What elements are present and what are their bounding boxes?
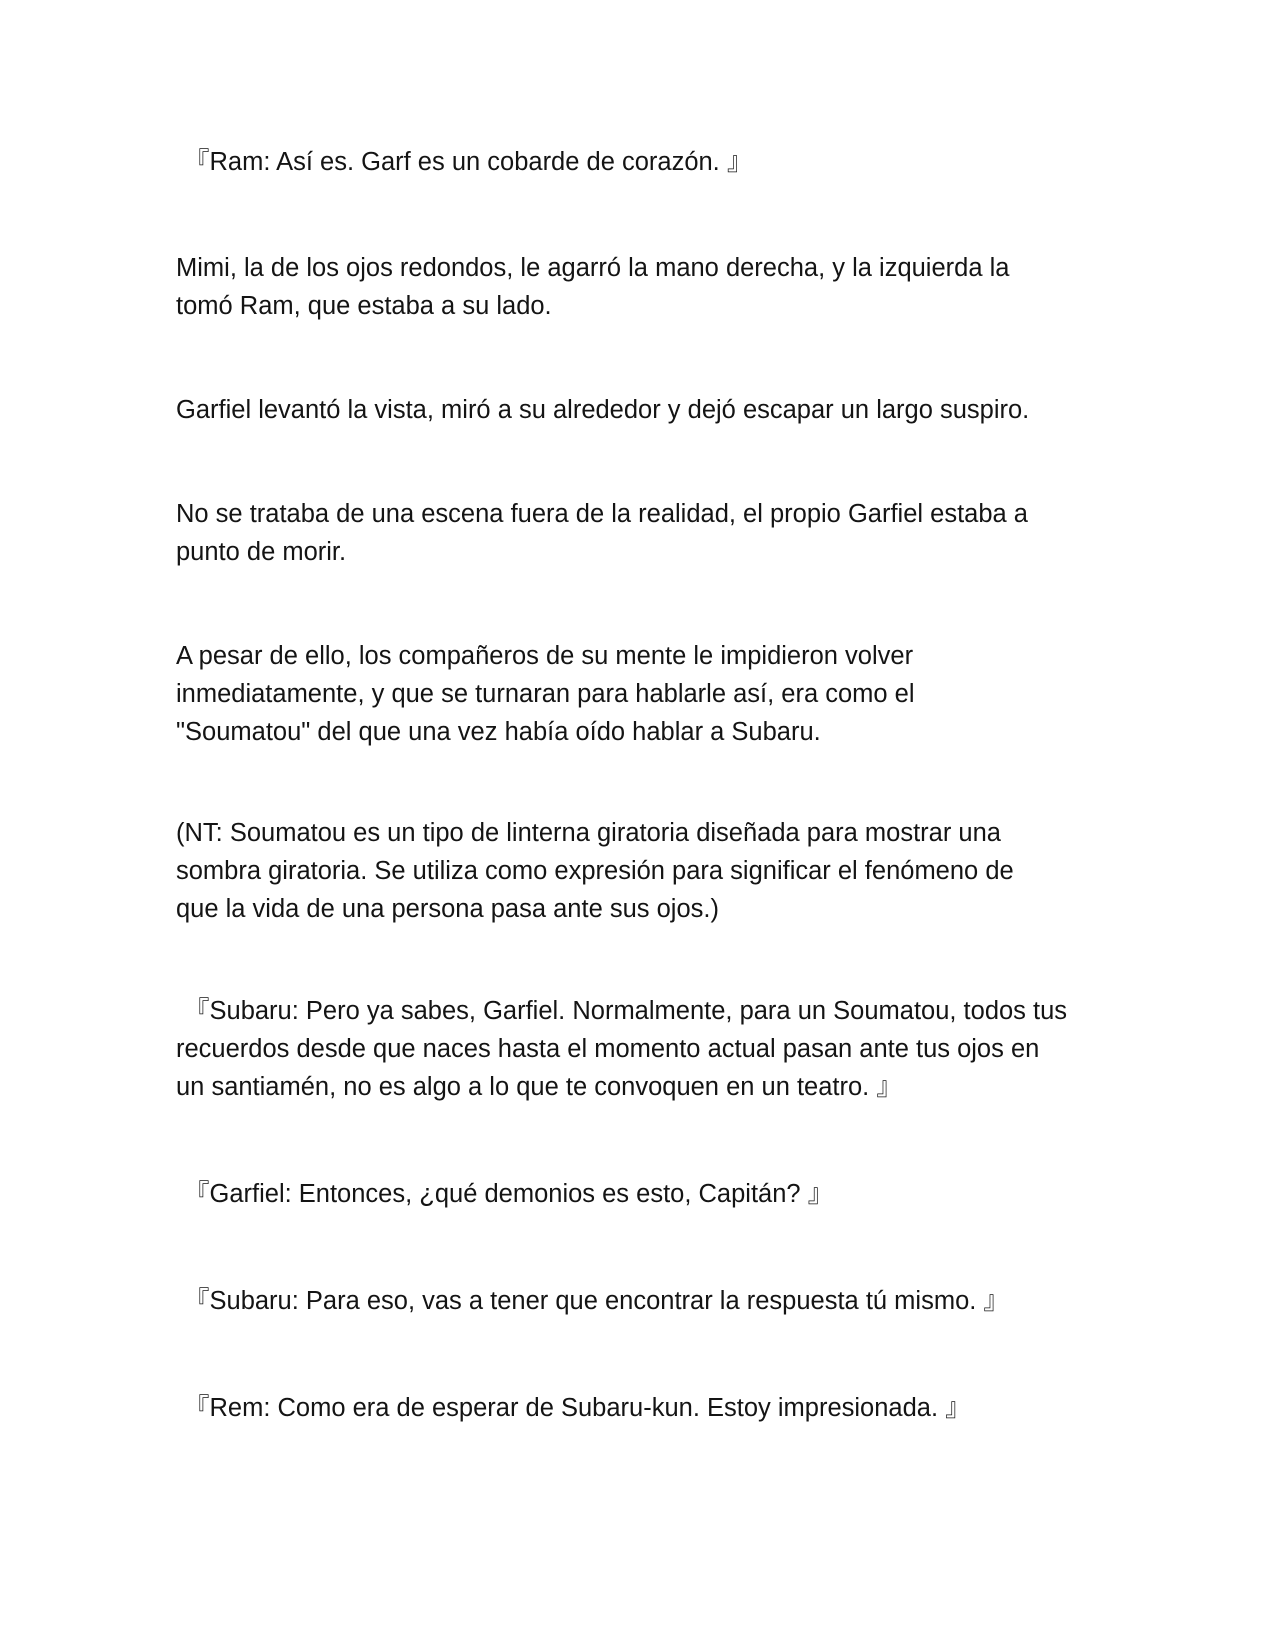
narration-mimi-ram-hands: [176, 249, 1116, 325]
text-line: Mimi, la de los ojos redondos, le agarró la mano derecha, y la izquierda la: [176, 254, 1010, 282]
text-line: "Soumatou" del que una vez había oído hablar a Subaru.: [176, 718, 821, 746]
text-line: tomó Ram, que estaba a su lado.: [176, 292, 552, 320]
text-line: que la vida de una persona pasa ante sus ojos.): [176, 895, 719, 923]
dialogue-garfiel-question: [184, 1175, 1124, 1213]
narration-garfiel-dying: [176, 495, 1116, 571]
dialogue-rem-impressed: [184, 1389, 1124, 1427]
text-line: 『Subaru: Para eso, vas a tener que encontrar la respuesta tú mismo. 』: [184, 1287, 1009, 1315]
dialogue-subaru-answer: [184, 1282, 1124, 1320]
narration-soumatou: [176, 637, 1116, 751]
text-line: un santiamén, no es algo a lo que te convoquen en un teatro. 』: [176, 1073, 902, 1101]
text-line: No se trataba de una escena fuera de la realidad, el propio Garfiel estaba a: [176, 500, 1028, 528]
text-line: A pesar de ello, los compañeros de su mente le impidieron volver: [176, 642, 914, 670]
dialogue-ram-garf-coward: [184, 143, 1124, 181]
text-line: recuerdos desde que naces hasta el momento actual pasan ante tus ojos en: [176, 1035, 1040, 1063]
text-line: punto de morir.: [176, 538, 347, 566]
text-line: 『Garfiel: Entonces, ¿qué demonios es esto, Capitán? 』: [184, 1180, 834, 1208]
text-line: sombra giratoria. Se utiliza como expresión para significar el fenómeno de: [176, 857, 1014, 885]
narration-garfiel-sigh: [176, 391, 1116, 429]
text-line: Garfiel levantó la vista, miró a su alrededor y dejó escapar un largo suspiro.: [176, 396, 1030, 424]
text-line: 『Subaru: Pero ya sabes, Garfiel. Normalmente, para un Soumatou, todos tus: [184, 997, 1068, 1025]
text-line: 『Ram: Así es. Garf es un cobarde de corazón. 』: [184, 148, 753, 176]
text-line: (NT: Soumatou es un tipo de linterna giratoria diseñada para mostrar una: [176, 819, 1001, 847]
dialogue-subaru-soumatou: [176, 992, 1116, 1106]
translator-note: [176, 814, 1116, 928]
text-line: inmediatamente, y que se turnaran para hablarle así, era como el: [176, 680, 915, 708]
text-line: 『Rem: Como era de esperar de Subaru-kun. Estoy impresionada. 』: [184, 1394, 971, 1422]
